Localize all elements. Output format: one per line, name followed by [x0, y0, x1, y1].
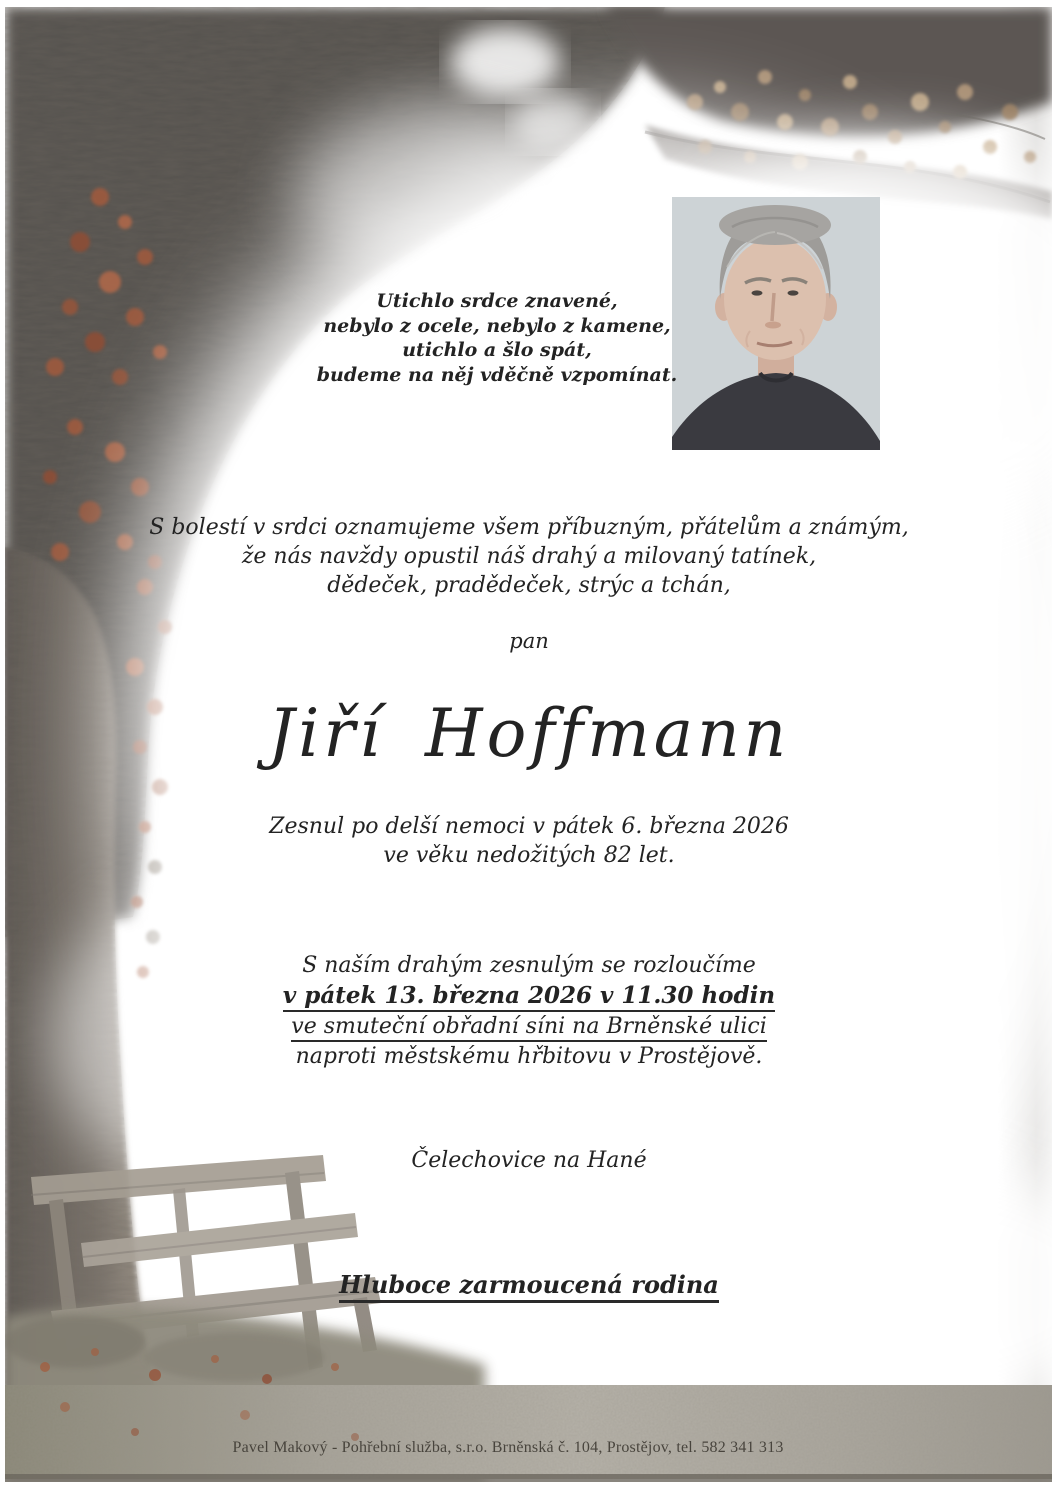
- announcement-line: že nás navždy opustil náš drahý a milovaný tatínek,: [241, 544, 817, 569]
- announcement-text: [0, 513, 1058, 600]
- farewell-venue-location: naproti městskému hřbitovu v Prostějově.: [295, 1044, 763, 1069]
- poem-line: budeme na něj vděčně vzpomínat.: [316, 363, 678, 386]
- place-name: Čelechovice na Hané: [411, 1148, 647, 1173]
- deceased-name: Jiří Hoffmann: [267, 695, 791, 772]
- closing-family-line: [0, 1270, 1058, 1299]
- farewell-datetime: v pátek 13. března 2026 v 11.30 hodin: [283, 982, 775, 1012]
- funeral-home-footer: Pavel Makový - Pohřební služba, s.r.o. Brněnská č. 104, Prostějov, tel. 582 341 313: [232, 1439, 784, 1456]
- death-line: ve věku nedožitých 82 let.: [383, 843, 675, 868]
- announcement-line: S bolestí v srdci oznamujeme všem příbuzným, přátelům a známým,: [149, 515, 909, 540]
- death-details: [0, 812, 1058, 870]
- announcement-line: dědeček, pradědeček, strýc a tchán,: [327, 573, 731, 598]
- farewell-venue: ve smuteční obřadní síni na Brněnské ulici: [291, 1014, 766, 1042]
- poem-line: utichlo a šlo spát,: [402, 339, 592, 361]
- poem-line: Utichlo srdce znavené,: [376, 290, 618, 312]
- farewell-intro: S naším drahým zesnulým se rozloučíme: [302, 953, 756, 978]
- poem-line: nebylo z ocele, nebylo z kamene,: [323, 314, 671, 337]
- ground-strip: [5, 1385, 1052, 1482]
- farewell-details: [0, 951, 1058, 1072]
- memorial-poem: [0, 289, 1026, 387]
- death-line: Zesnul po delší nemoci v pátek 6. března 2026: [269, 814, 789, 839]
- closing-text: Hluboce zarmoucená rodina: [339, 1270, 719, 1303]
- salutation-label: pan: [509, 629, 549, 653]
